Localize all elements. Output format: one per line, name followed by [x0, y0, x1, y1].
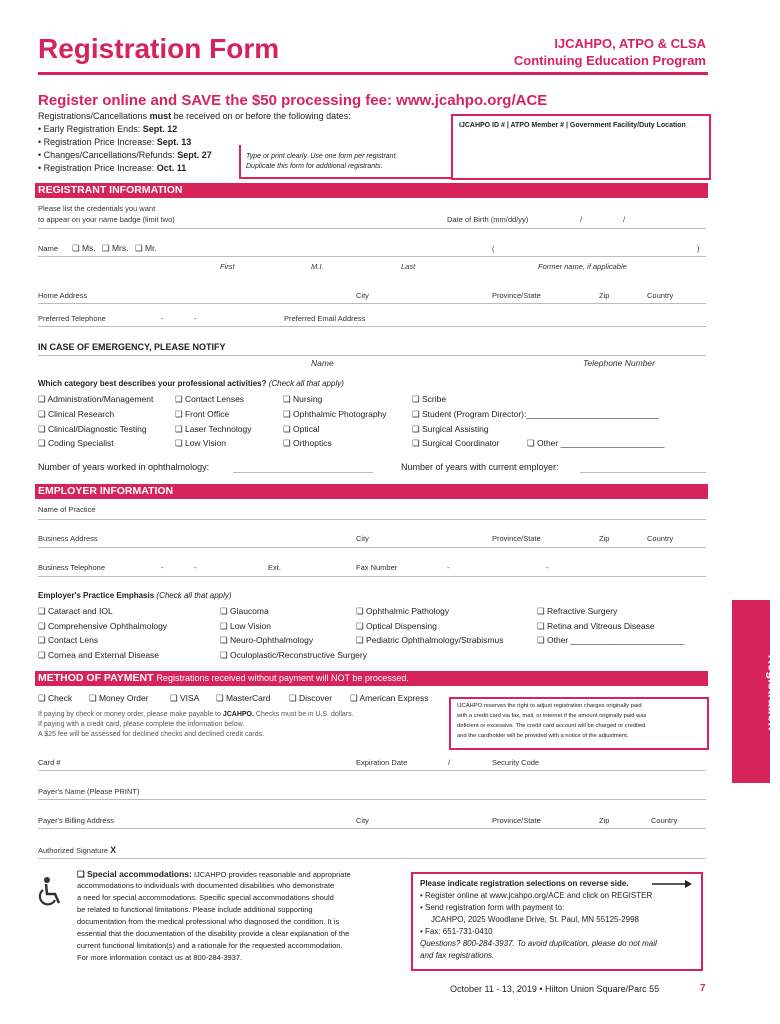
payment-mastercard-checkbox[interactable]: ❑ MasterCard [216, 693, 271, 703]
category-checkbox[interactable]: ❑ Student (Program Director):____________________________ [412, 409, 659, 419]
zip-label: Zip [599, 291, 610, 300]
category-checkbox[interactable]: ❑ Contact Lenses [175, 394, 245, 404]
accommodations-text: ❑ Special accommodations: IJCAHPO provides reasonable and appropriate [77, 869, 351, 879]
category-checkbox[interactable]: ❑ Orthoptics [283, 438, 332, 448]
category-checkbox[interactable]: ❑ Laser Technology [175, 424, 252, 434]
accommodations-text: current functional limitation(s) and a rationale for the requested accommodation. [77, 941, 343, 950]
phone-dash: - [194, 563, 197, 572]
emphasis-checkbox[interactable]: ❑ Refractive Surgery [537, 606, 618, 616]
registrant-heading: REGISTRANT INFORMATION [35, 183, 708, 198]
preferred-telephone-label: Preferred Telephone [38, 314, 106, 323]
deadline-item: • Early Registration Ends: Sept. 12 [38, 124, 178, 134]
emphasis-checkbox[interactable]: ❑ Cornea and External Disease [38, 650, 160, 660]
page-number: 7 [700, 983, 706, 994]
phone-dash: - [194, 314, 197, 323]
expiration-label: Expiration Date [356, 758, 408, 767]
first-name-label: First [220, 262, 235, 271]
business-telephone-label: Business Telephone [38, 563, 105, 572]
field-line[interactable] [38, 770, 706, 771]
payment-note: A $25 fee will be assessed for declined checks and declined credit cards. [38, 731, 265, 738]
policy-line: deficient or excessive. The credit card account will be charged or credited [457, 723, 646, 729]
province-label: Province/State [492, 291, 541, 300]
payment-note: If paying by check or money order, please make payable to JCAHPO. Checks must be in U.S. dollars. [38, 711, 354, 718]
country-label: Country [651, 816, 678, 825]
zip-label: Zip [599, 816, 610, 825]
field-line[interactable] [38, 576, 706, 577]
phone-dash: - [161, 314, 164, 323]
event-footer: October 11 - 13, 2019 • Hilton Union Square/Parc 55 [450, 984, 660, 994]
mrs-checkbox[interactable]: ❑ Mrs. [102, 243, 129, 253]
paren-open: ( [492, 244, 495, 253]
wheelchair-icon [38, 876, 64, 908]
dob-slash: / [580, 215, 583, 224]
accommodations-text: essential that the documentation of the disability provide a clear explanation of the [77, 929, 350, 938]
billing-address-label: Payer's Billing Address [38, 816, 115, 825]
policy-line: and the cardholder will be provided with a notice of the adjustment. [457, 733, 629, 739]
business-address-label: Business Address [38, 534, 98, 543]
category-checkbox[interactable]: ❑ Administration/Management [38, 394, 154, 404]
phone-dash: - [161, 563, 164, 572]
category-checkbox[interactable]: ❑ Scribe [412, 394, 447, 404]
mailing-address: JCAHPO, 2025 Woodlane Drive, St. Paul, MN 55125-2998 [431, 915, 639, 924]
extension-label: Ext. [268, 563, 281, 572]
promo-text: Register online and SAVE the $50 processing fee: www.jcahpo.org/ACE [38, 92, 548, 109]
category-checkbox[interactable]: ❑ Front Office [175, 409, 230, 419]
emphasis-checkbox[interactable]: ❑ Ophthalmic Pathology [356, 606, 450, 616]
field-line[interactable] [38, 256, 706, 257]
emphasis-checkbox[interactable]: ❑ Other ________________________ [537, 635, 685, 645]
emergency-name-label: Name [311, 358, 334, 368]
emphasis-checkbox[interactable]: ❑ Optical Dispensing [356, 621, 437, 631]
field-line[interactable] [38, 519, 706, 520]
category-checkbox[interactable]: ❑ Nursing [283, 394, 323, 404]
city-label: City [356, 291, 369, 300]
card-number-label: Card # [38, 758, 61, 767]
payment-visa-checkbox[interactable]: ❑ VISA [170, 693, 200, 703]
arrow-right-icon [652, 880, 692, 888]
accommodations-text: accommodations to individuals with documented disabilities who demonstrate [77, 881, 335, 890]
category-other-checkbox[interactable]: ❑ Other ______________________ [527, 438, 665, 448]
emphasis-checkbox[interactable]: ❑ Low Vision [220, 621, 271, 631]
print-note-line: Type or print clearly. Use one form per registrant. [246, 153, 398, 160]
questions-line: and fax registrations. [420, 951, 495, 960]
instruction-item: • Send registration form with payment to: [420, 903, 565, 912]
id-box-label: IJCAHPO ID # | ATPO Member # | Government Facility/Duty Location [459, 122, 686, 129]
questions-line: Questions? 800-284-3937. To avoid duplication, please do not mail [420, 939, 657, 948]
instruction-item: • Register online at www.jcahpo.org/ACE and click on REGISTER [420, 891, 653, 900]
years-ophthalmology-label: Number of years worked in ophthalmology: [38, 462, 210, 472]
middle-initial-label: M.I. [311, 262, 324, 271]
accommodations-text: For more information contact us at 800-284-3937. [77, 953, 243, 962]
deadline-item: • Registration Price Increase: Oct. 11 [38, 163, 187, 173]
city-label: City [356, 816, 369, 825]
zip-label: Zip [599, 534, 610, 543]
field-line[interactable] [38, 303, 706, 304]
fax-dash: - [447, 563, 450, 572]
category-checkbox[interactable]: ❑ Clinical Research [38, 409, 115, 419]
category-checkbox[interactable]: ❑ Clinical/Diagnostic Testing [38, 424, 147, 434]
field-line[interactable] [38, 355, 706, 356]
years-employer-label: Number of years with current employer: [401, 462, 559, 472]
field-line[interactable] [233, 472, 373, 473]
header-rule [38, 72, 708, 75]
payment-amex-checkbox[interactable]: ❑ American Express [350, 693, 429, 703]
credentials-label: Please list the credentials you want [38, 204, 156, 213]
policy-line: with a credit card via fax, mail, or internet if the amount originally paid was [457, 713, 647, 719]
accommodations-text: a need for special accommodations. Specific special accommodations should [77, 893, 334, 902]
emphasis-checkbox[interactable]: ❑ Pediatric Ophthalmology/Strabismus [356, 635, 504, 645]
field-line[interactable] [580, 472, 706, 473]
dob-label: Date of Birth (mm/dd/yy) [447, 215, 529, 224]
deadlines-intro: Registrations/Cancellations must be received on or before the following dates: [38, 111, 351, 121]
preferred-email-label: Preferred Email Address [284, 314, 366, 323]
country-label: Country [647, 291, 674, 300]
payment-check-checkbox[interactable]: ❑ Check [38, 693, 73, 703]
print-note-box [239, 145, 452, 179]
registration-side-tab: Registration [732, 600, 770, 783]
emphasis-checkbox[interactable]: ❑ Oculoplastic/Reconstructive Surgery [220, 650, 367, 660]
expiration-slash: / [448, 758, 451, 767]
field-line[interactable] [38, 326, 706, 327]
province-label: Province/State [492, 816, 541, 825]
province-label: Province/State [492, 534, 541, 543]
ms-checkbox[interactable]: ❑ Ms. [72, 243, 96, 253]
credentials-label: to appear on your name badge (limit two) [38, 215, 175, 224]
payment-discover-checkbox[interactable]: ❑ Discover [289, 693, 333, 703]
payment-heading: METHOD OF PAYMENT Registrations received without payment will NOT be processed. [35, 671, 708, 686]
program-name: Continuing Education Program [513, 53, 706, 68]
accommodations-text: be related to functional limitations. Please include additional supporting [77, 905, 313, 914]
mr-checkbox[interactable]: ❑ Mr. [135, 243, 157, 253]
former-name-label: Former name, if applicable [538, 262, 627, 271]
paren-close: ) [697, 244, 700, 253]
category-checkbox[interactable]: ❑ Ophthalmic Photography [283, 409, 387, 419]
emergency-phone-label: Telephone Number [583, 358, 655, 368]
reverse-side-heading: Please indicate registration selections on reverse side. [420, 879, 629, 888]
home-address-label: Home Address [38, 291, 88, 300]
security-code-label: Security Code [492, 758, 540, 767]
dob-slash: / [623, 215, 626, 224]
category-checkbox[interactable]: ❑ Coding Specialist [38, 438, 114, 448]
category-checkbox[interactable]: ❑ Surgical Coordinator [412, 438, 500, 448]
payer-name-label: Payer's Name (Please PRINT) [38, 787, 140, 796]
emphasis-checkbox[interactable]: ❑ Neuro-Ophthalmology [220, 635, 314, 645]
emphasis-checkbox[interactable]: ❑ Cataract and IOL [38, 606, 113, 616]
emphasis-checkbox[interactable]: ❑ Retina and Vitreous Disease [537, 621, 655, 631]
instruction-item: • Fax: 651-731-0410 [420, 927, 493, 936]
category-checkbox[interactable]: ❑ Low Vision [175, 438, 226, 448]
signature-label: Authorized Signature X [38, 845, 117, 855]
print-note-line: Duplicate this form for additional registrants. [246, 163, 383, 170]
deadline-item: • Registration Price Increase: Sept. 13 [38, 137, 192, 147]
field-line[interactable] [38, 799, 706, 800]
emphasis-checkbox[interactable]: ❑ Comprehensive Ophthalmology [38, 621, 168, 631]
signature-line[interactable] [38, 858, 706, 859]
country-label: Country [647, 534, 674, 543]
name-label: Name [38, 244, 59, 253]
field-line[interactable] [38, 828, 706, 829]
category-checkbox[interactable]: ❑ Surgical Assisting [412, 424, 489, 434]
deadline-item: • Changes/Cancellations/Refunds: Sept. 27 [38, 150, 212, 160]
practice-name-label: Name of Practice [38, 505, 96, 514]
practice-emphasis-label: Employer's Practice Emphasis (Check all that apply) [38, 591, 232, 600]
fax-number-label: Fax Number [356, 563, 398, 572]
last-name-label: Last [401, 262, 416, 271]
field-line[interactable] [38, 228, 706, 229]
emergency-heading: IN CASE OF EMERGENCY, PLEASE NOTIFY [38, 342, 226, 352]
accommodations-checkbox[interactable]: ❑ Special accommodations: [77, 869, 192, 879]
category-question: Which category best describes your professional activities? (Check all that apply) [38, 379, 344, 388]
employer-heading: EMPLOYER INFORMATION [35, 484, 708, 499]
page-title: Registration Form [38, 33, 280, 64]
fax-dash: - [546, 563, 549, 572]
accommodations-text: documentation from the medical professional who diagnosed the condition. It is [77, 917, 340, 926]
payment-money-order-checkbox[interactable]: ❑ Money Order [89, 693, 149, 703]
policy-line: IJCAHPO reserves the right to adjust registration charges originally paid [457, 703, 642, 709]
emphasis-checkbox[interactable]: ❑ Contact Lens [38, 635, 99, 645]
emphasis-checkbox[interactable]: ❑ Glaucoma [220, 606, 269, 616]
field-line[interactable] [38, 547, 706, 548]
org-name: IJCAHPO, ATPO & CLSA [554, 36, 706, 51]
payment-note: If paying with a credit card, please complete the information below. [38, 721, 245, 728]
category-checkbox[interactable]: ❑ Optical [283, 424, 320, 434]
city-label: City [356, 534, 369, 543]
